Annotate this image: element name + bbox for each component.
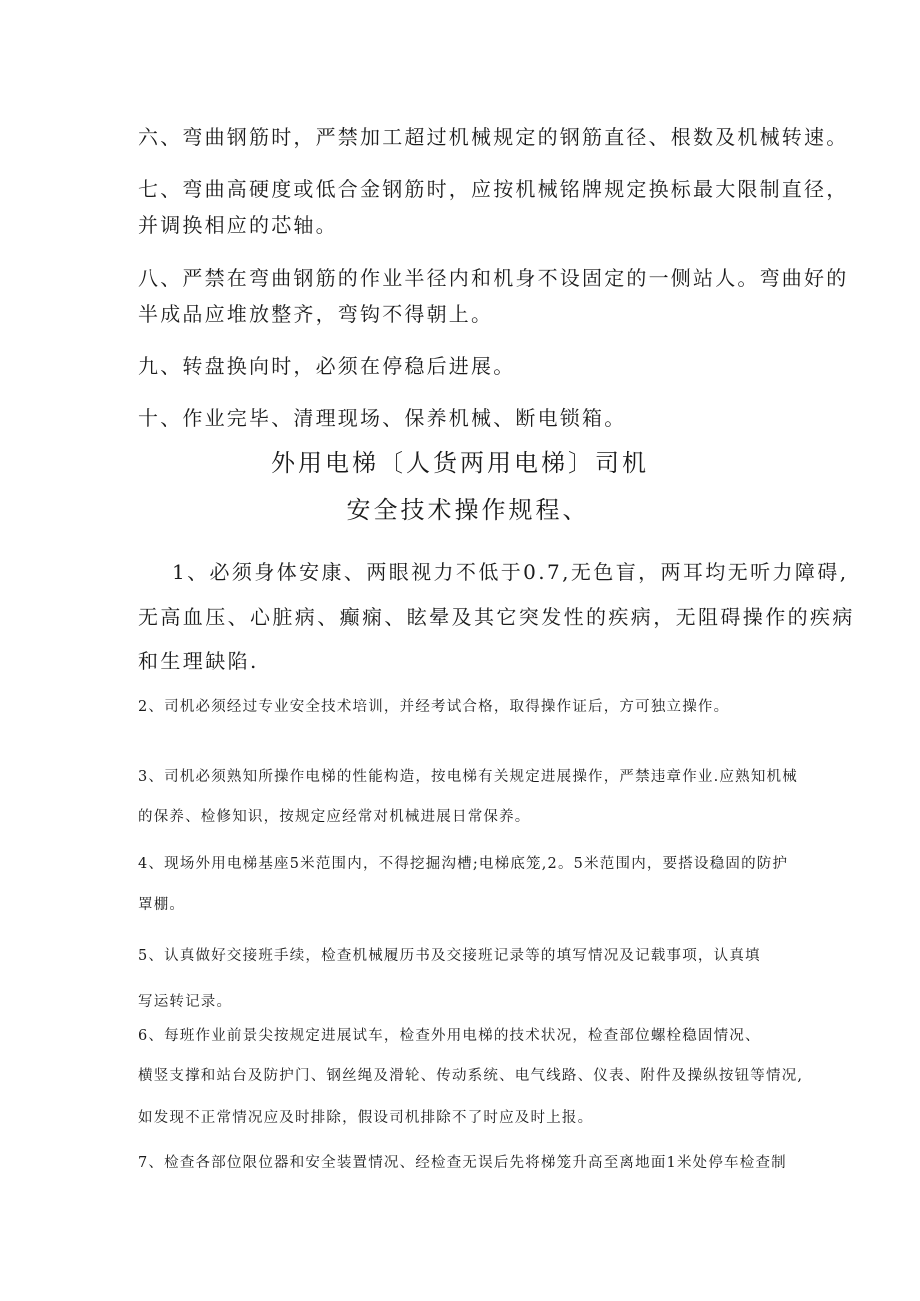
- rule-6-line1: 6、每班作业前景尖按规定进展试车，检查外用电梯的技术状况，检查部位螺栓稳固情况、: [138, 1028, 761, 1044]
- rule-1-line3: 和生理缺陷.: [138, 649, 259, 673]
- rule-4-line1: 4、现场外用电梯基座5米范围内，不得挖掘沟槽;电梯底笼,2。5米范围内，要搭设稳固的防护: [138, 856, 789, 872]
- item-seven-cont: 并调换相应的芯轴。: [138, 213, 338, 237]
- rule-6-line3: 如发现不正常情况应及时排除，假设司机排除不了时应及时上报。: [138, 1110, 594, 1126]
- rule-3-line1: 3、司机必须熟知所操作电梯的性能构造，按电梯有关规定进展操作，严禁违章作业.应熟知机械: [138, 769, 798, 785]
- item-nine: 九、转盘换向时，必须在停稳后进展。: [138, 354, 516, 378]
- rule-2: 2、司机必须经过专业安全技术培训，并经考试合格，取得操作证后，方可独立操作。: [138, 699, 730, 715]
- rule-6-line2: 横竖支撑和站台及防护门、钢丝绳及滑轮、传动系统、电气线路、仪表、附件及操纵按钮等情况,: [138, 1068, 804, 1084]
- rule-5-line1: 5、认真做好交接班手续，检查机械履历书及交接班记录等的填写情况及记载事项，认真填: [138, 948, 761, 964]
- item-ten: 十、作业完毕、清理现场、保养机械、断电锁箱。: [138, 406, 627, 430]
- item-six: 六、弯曲钢筋时，严禁加工超过机械规定的钢筋直径、根数及机械转速。: [138, 125, 849, 149]
- rule-4-line2: 罩棚。: [138, 897, 186, 913]
- section-title-line2: 安全技术操作规程、: [346, 496, 590, 524]
- rule-1-line1: 1、必须身体安康、两眼视力不低于0.7,无色盲，两耳均无听力障碍,: [172, 560, 849, 584]
- section-title-line1: 外用电梯〔人货两用电梯〕司机: [271, 449, 649, 477]
- rule-7-line1: 7、检查各部位限位器和安全装置情况、经检查无误后先将梯笼升高至离地面1米处停车检查制: [138, 1155, 787, 1171]
- rule-1-line2: 无高血压、心脏病、癫痫、眩晕及其它突发性的疾病，无阻碍操作的疾病: [138, 605, 855, 629]
- item-eight-cont: 半成品应堆放整齐，弯钩不得朝上。: [138, 302, 494, 326]
- item-eight: 八、严禁在弯曲钢筋的作业半径内和机身不设固定的一侧站人。弯曲好的: [138, 266, 849, 290]
- rule-3-line2: 的保养、检修知识，按规定应经常对机械进展日常保养。: [138, 809, 531, 825]
- item-seven: 七、弯曲高硬度或低合金钢筋时，应按机械铭牌规定换标最大限制直径，: [138, 177, 849, 201]
- rule-5-line2: 写运转记录。: [138, 994, 233, 1010]
